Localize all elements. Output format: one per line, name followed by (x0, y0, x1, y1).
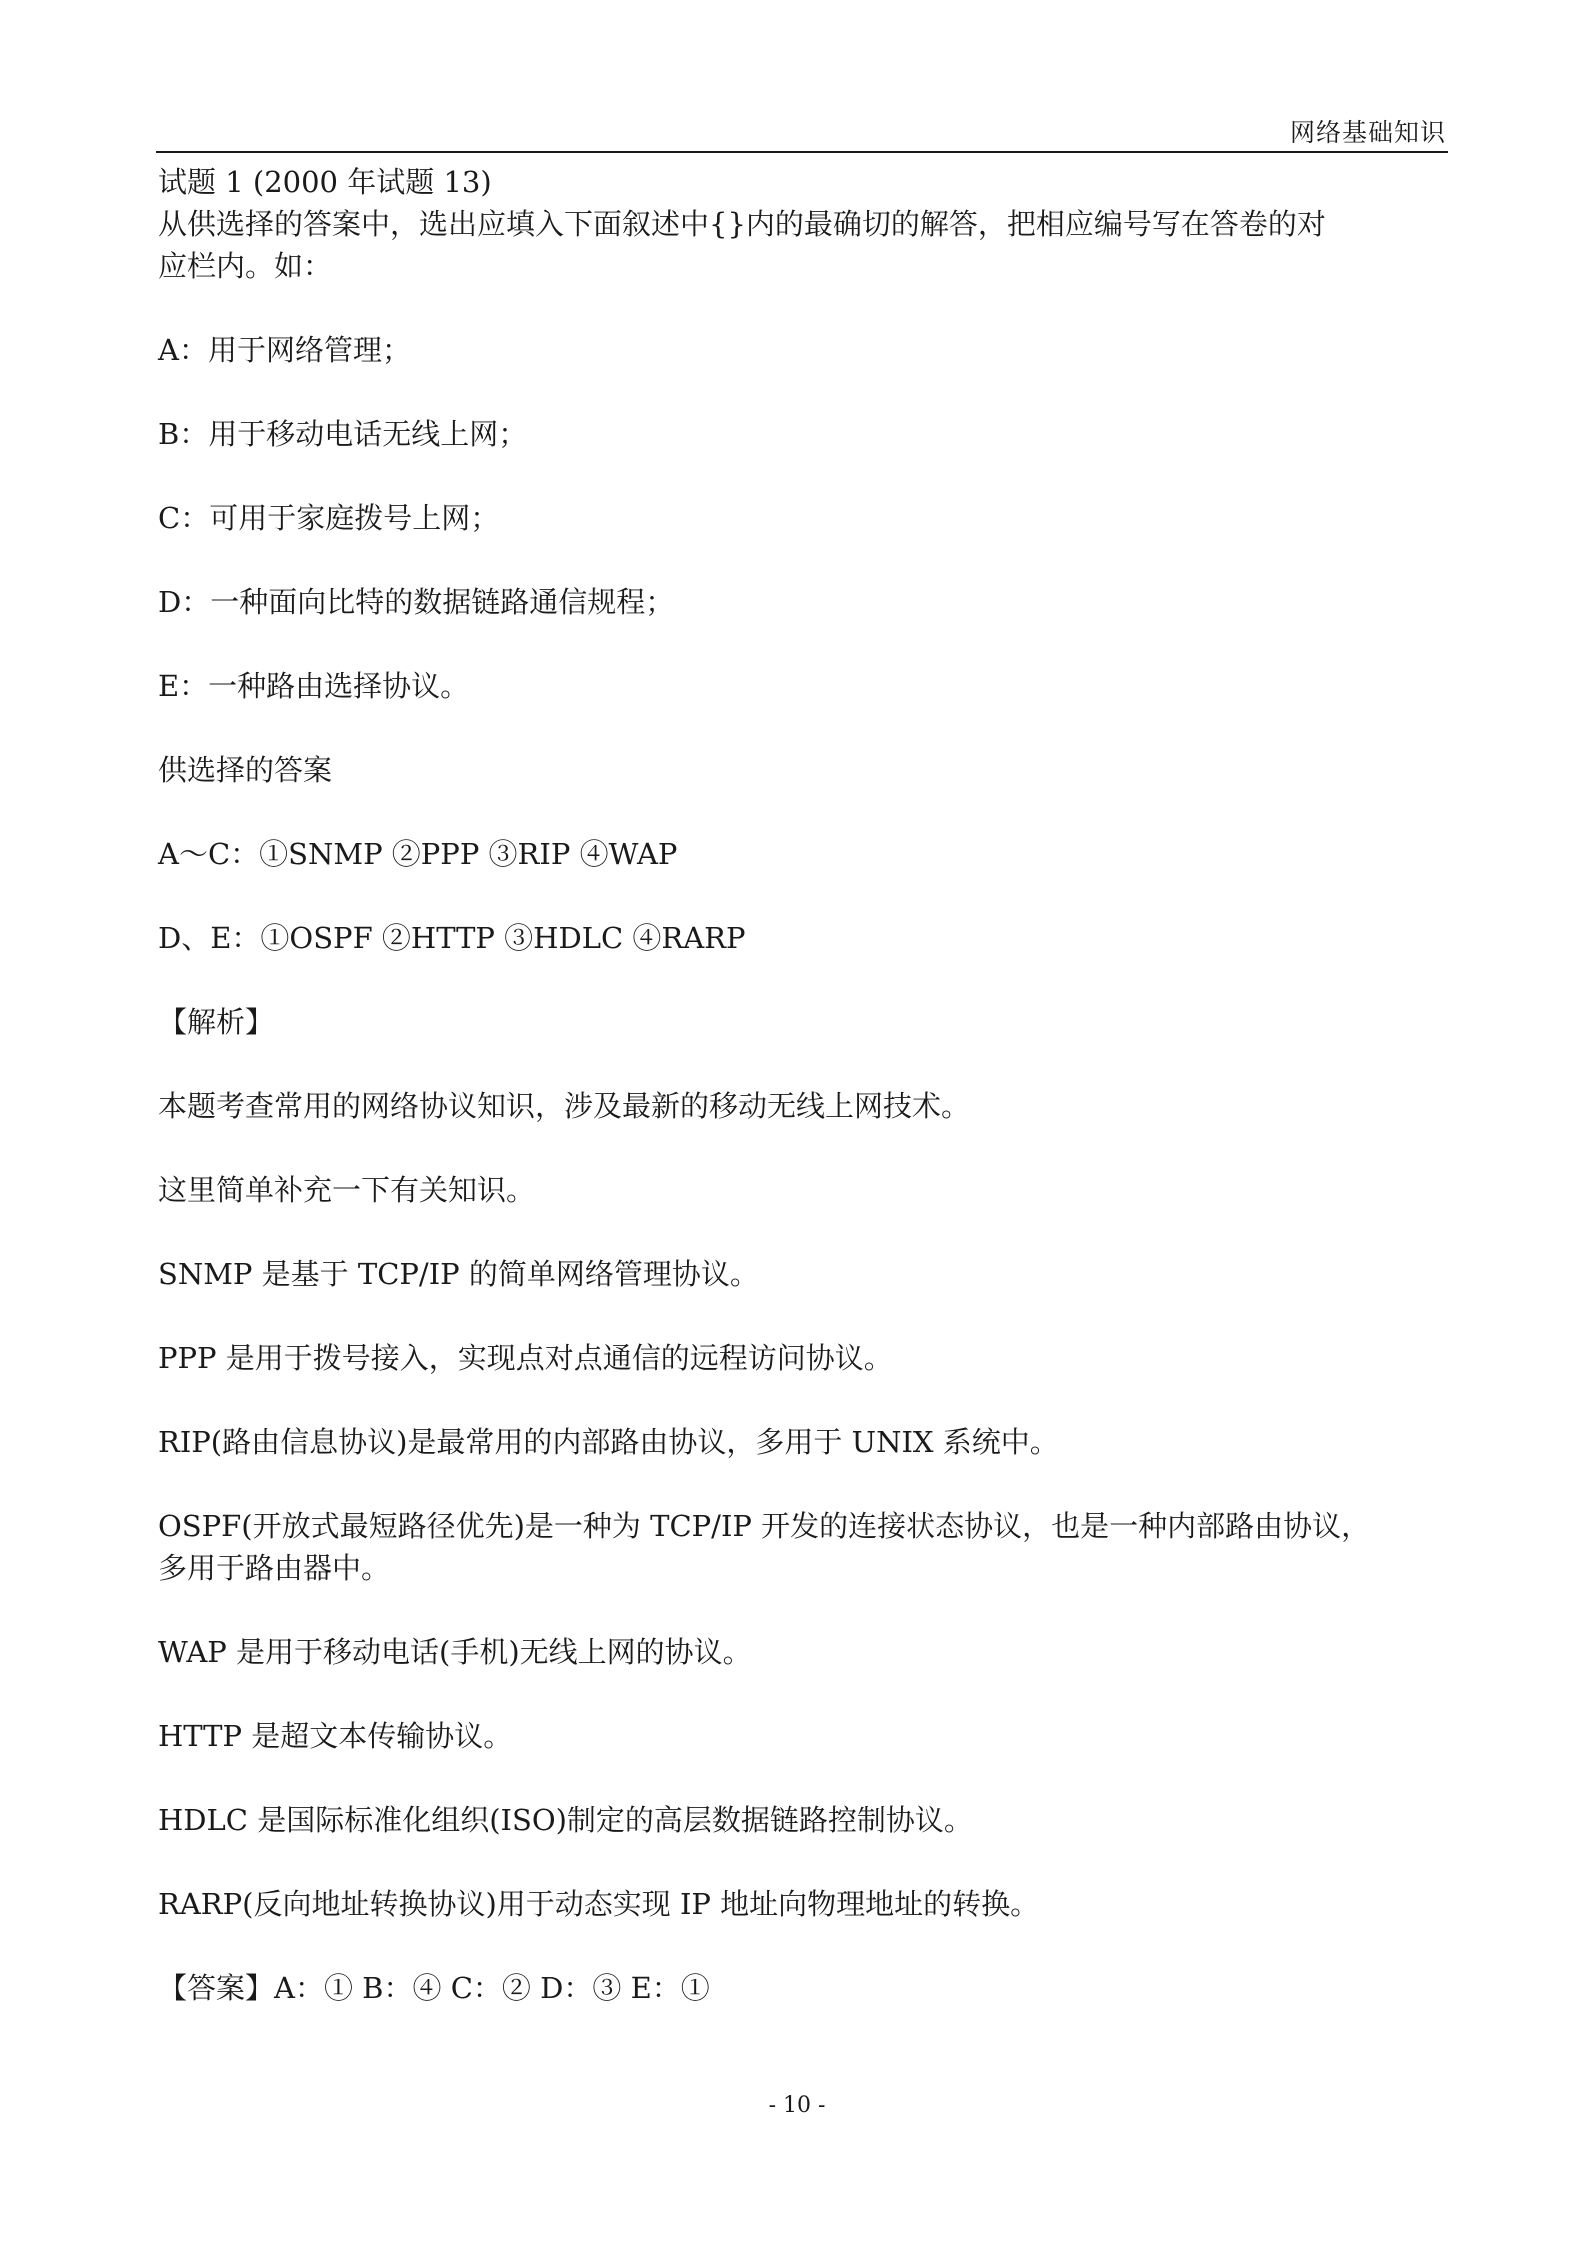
analysis-ospf-line-1: OSPF(开放式最短路径优先)是一种为 TCP/IP 开发的连接状态协议，也是一种内部路由协议， (158, 1509, 1371, 1543)
question-item: A：用于网络管理； (158, 333, 411, 367)
question-instruction-line-2: 应栏内。如： (158, 249, 333, 283)
question-item: B：用于移动电话无线上网； (158, 417, 528, 451)
question-item: C：可用于家庭拨号上网； (158, 501, 500, 535)
running-header-title: 网络基础知识 (1289, 118, 1446, 147)
page-body (158, 158, 1448, 2009)
question-title: 试题 1 (2000 年试题 13) (158, 165, 492, 199)
header-divider (156, 151, 1448, 153)
question-item: D：一种面向比特的数据链路通信规程； (158, 585, 675, 619)
analysis-paragraph: SNMP 是基于 TCP/IP 的简单网络管理协议。 (158, 1257, 759, 1291)
analysis-heading: 【解析】 (158, 1005, 275, 1039)
analysis-paragraph: RIP(路由信息协议)是最常用的内部路由协议，多用于 UNIX 系统中。 (158, 1425, 1059, 1459)
question-instruction-line-1: 从供选择的答案中，选出应填入下面叙述中{}内的最确切的解答，把相应编号写在答卷的对 (158, 207, 1326, 241)
choices-heading: 供选择的答案 (158, 753, 333, 787)
page-number: - 10 - (768, 2093, 826, 2118)
analysis-paragraph: 这里简单补充一下有关知识。 (158, 1173, 536, 1207)
analysis-paragraph: HDLC 是国际标准化组织(ISO)制定的高层数据链路控制协议。 (158, 1803, 973, 1837)
analysis-paragraph: HTTP 是超文本传输协议。 (158, 1719, 513, 1753)
analysis-paragraph: WAP 是用于移动电话(手机)无线上网的协议。 (158, 1635, 752, 1669)
choice-group: A～C：①SNMP ②PPP ③RIP ④WAP (158, 837, 678, 871)
analysis-ospf-line-2: 多用于路由器中。 (158, 1551, 391, 1585)
analysis-paragraph: PPP 是用于拨号接入，实现点对点通信的远程访问协议。 (158, 1341, 893, 1375)
question-item: E：一种路由选择协议。 (158, 669, 470, 703)
analysis-paragraph: RARP(反向地址转换协议)用于动态实现 IP 地址向物理地址的转换。 (158, 1887, 1040, 1921)
choice-group: D、E：①OSPF ②HTTP ③HDLC ④RARP (158, 921, 746, 955)
answer-line: 【答案】A：① B：④ C：② D：③ E：① (158, 1971, 710, 2005)
analysis-paragraph: 本题考查常用的网络协议知识，涉及最新的移动无线上网技术。 (158, 1089, 971, 1123)
